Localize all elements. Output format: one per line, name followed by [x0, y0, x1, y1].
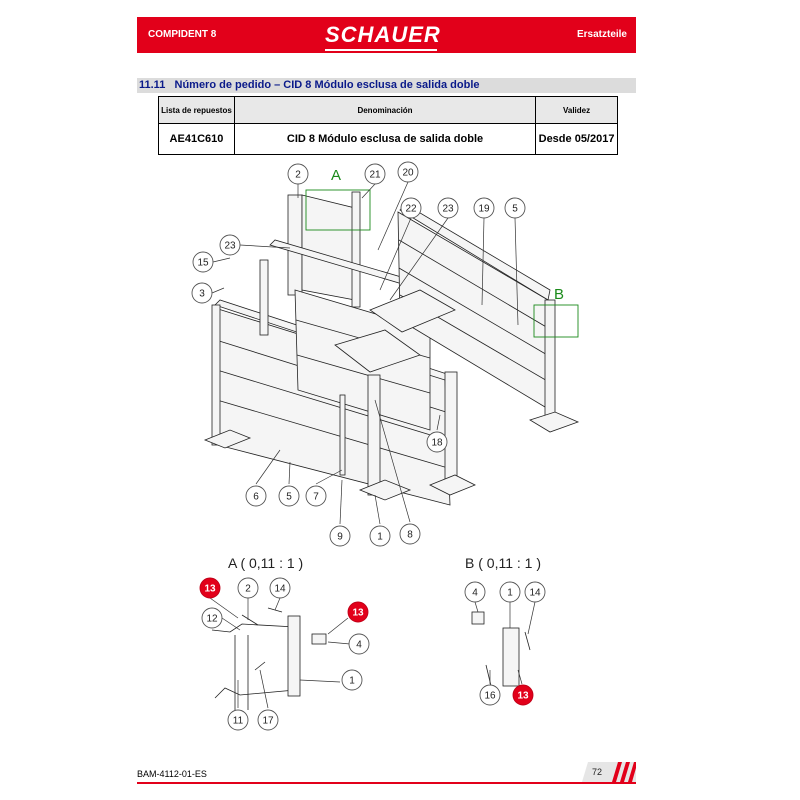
- svg-text:13: 13: [352, 607, 364, 619]
- exploded-parts-drawing: [130, 150, 630, 750]
- svg-text:6: 6: [253, 491, 259, 503]
- detail-a-letter: A: [331, 167, 342, 184]
- callout-a-14: [270, 578, 290, 598]
- detail-a-panel: [212, 624, 295, 698]
- detail-a-title: A ( 0,11 : 1 ): [228, 555, 304, 571]
- vertical-rod: [340, 395, 345, 475]
- callout-b-4: [465, 582, 485, 602]
- callout-5-bottom: [279, 486, 299, 506]
- svg-text:1: 1: [507, 587, 513, 599]
- spare-part-list-id: AE41C610: [159, 124, 235, 155]
- svg-text:19: 19: [478, 203, 490, 215]
- detail-b-letter: B: [554, 286, 565, 303]
- callout-b-16: [480, 685, 500, 705]
- callout-a-2: [238, 578, 258, 598]
- column-header: Lista de repuestos: [159, 97, 235, 124]
- callout-1: [370, 526, 390, 546]
- detail-a-illustration: [212, 608, 326, 710]
- callout-6: [246, 486, 266, 506]
- svg-text:14: 14: [529, 587, 541, 599]
- callout-a-4: [349, 634, 369, 654]
- validity: Desde 05/2017: [536, 124, 618, 155]
- svg-text:1: 1: [377, 531, 383, 543]
- main-assembly-illustration: [205, 167, 578, 505]
- callout-a-11: [228, 710, 248, 730]
- svg-text:21: 21: [369, 169, 381, 181]
- detail-a-sensor: [312, 634, 326, 644]
- detail-b-post: [503, 628, 519, 686]
- callout-21: [365, 164, 385, 184]
- center-right-post: [445, 372, 457, 487]
- header-category: Ersatzteile: [576, 29, 627, 40]
- rear-post: [352, 192, 360, 307]
- callout-a-17: [258, 710, 278, 730]
- svg-text:17: 17: [262, 715, 274, 727]
- section-number: 11.11: [139, 79, 166, 91]
- detail-b-illustration: [472, 612, 530, 690]
- svg-text:18: 18: [431, 437, 443, 449]
- svg-text:12: 12: [206, 613, 218, 625]
- callout-b-14: [525, 582, 545, 602]
- designation: CID 8 Módulo esclusa de salida doble: [234, 124, 535, 155]
- svg-text:16: 16: [484, 690, 496, 702]
- svg-text:11: 11: [232, 715, 244, 727]
- svg-text:1: 1: [349, 675, 355, 687]
- callout-3: [192, 283, 212, 303]
- svg-text:13: 13: [204, 583, 216, 595]
- svg-text:23: 23: [442, 203, 454, 215]
- page-badge-graphic: [574, 762, 636, 782]
- svg-text:4: 4: [356, 639, 362, 651]
- callout-23-top: [438, 198, 458, 218]
- callout-9: [330, 526, 350, 546]
- callout-a-13-right: [348, 602, 368, 622]
- svg-text:8: 8: [407, 529, 413, 541]
- svg-text:15: 15: [197, 257, 209, 269]
- mid-left-post: [260, 260, 268, 335]
- callout-b-13: [513, 685, 533, 705]
- column-header: Validez: [536, 97, 618, 124]
- section-title: Número de pedido – CID 8 Módulo esclusa de salida doble: [174, 79, 480, 91]
- svg-text:13: 13: [517, 690, 529, 702]
- svg-text:22: 22: [405, 203, 417, 215]
- callout-5-top: [505, 198, 525, 218]
- svg-text:3: 3: [199, 288, 205, 300]
- callout-7: [306, 486, 326, 506]
- callout-19: [474, 198, 494, 218]
- detail-b-title: B ( 0,11 : 1 ): [465, 555, 541, 571]
- svg-text:5: 5: [286, 491, 292, 503]
- callout-18: [427, 432, 447, 452]
- svg-text:2: 2: [245, 583, 251, 595]
- callout-20: [398, 162, 418, 182]
- right-foot-plate: [530, 412, 578, 432]
- table-header-row: [159, 97, 618, 124]
- section-heading: [137, 78, 636, 93]
- page-number: 72: [592, 767, 603, 777]
- rear-bracket-plate: [302, 195, 355, 300]
- logo-underline: [325, 49, 437, 51]
- page-header: [137, 17, 636, 53]
- callout-b-1: [500, 582, 520, 602]
- callout-15: [193, 252, 213, 272]
- svg-text:14: 14: [274, 583, 286, 595]
- column-header: Denominación: [234, 97, 535, 124]
- left-front-post: [212, 305, 220, 445]
- brand-logo: SCHAUER: [325, 22, 441, 47]
- svg-text:23: 23: [224, 240, 236, 252]
- callout-22: [401, 198, 421, 218]
- detail-a-post: [288, 616, 300, 696]
- callout-a-13-left: [200, 578, 220, 598]
- svg-text:2: 2: [295, 169, 301, 181]
- right-rear-post: [545, 300, 555, 420]
- callout-8: [400, 524, 420, 544]
- svg-text:5: 5: [512, 203, 518, 215]
- callout-23-left: [220, 235, 240, 255]
- svg-text:9: 9: [337, 531, 343, 543]
- callout-2: [288, 164, 308, 184]
- svg-text:20: 20: [402, 167, 414, 179]
- product-name: COMPIDENT 8: [148, 29, 217, 40]
- parts-info-table: [158, 96, 618, 155]
- footer-rule: [137, 782, 636, 784]
- callout-a-1: [342, 670, 362, 690]
- center-front-post: [368, 375, 380, 495]
- svg-text:7: 7: [313, 491, 319, 503]
- callout-a-12: [202, 608, 222, 628]
- detail-b-sensor: [472, 612, 484, 624]
- document-id: BAM-4112-01-ES: [137, 769, 207, 779]
- page-number-badge: [574, 762, 636, 782]
- svg-text:4: 4: [472, 587, 478, 599]
